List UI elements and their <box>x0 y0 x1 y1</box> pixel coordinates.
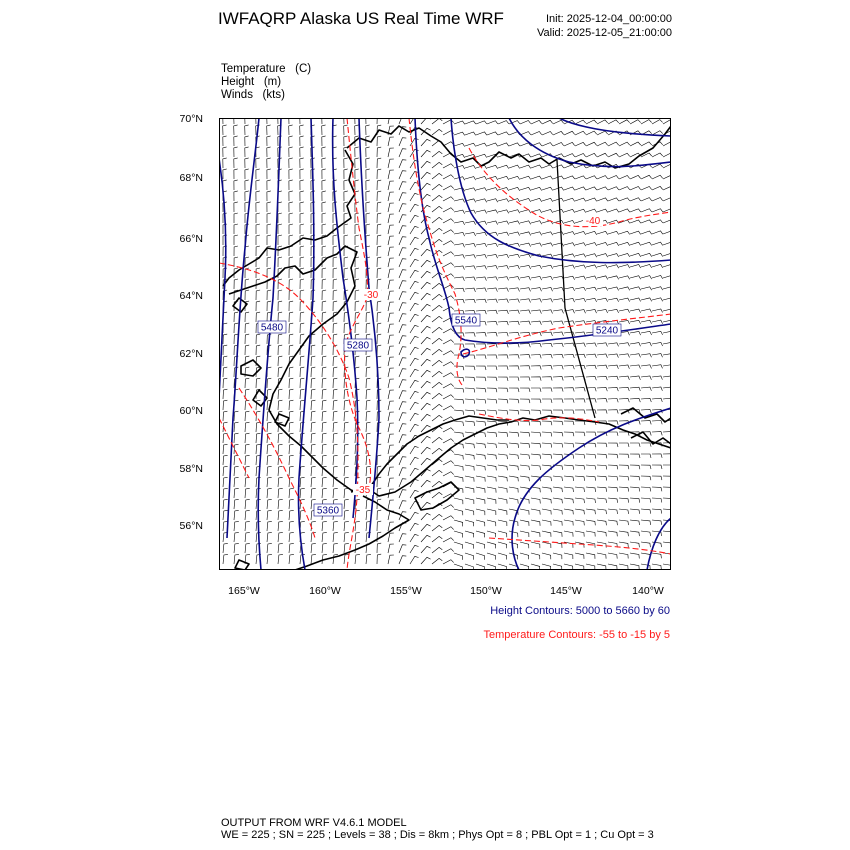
lon-label-145: 145°W <box>550 585 582 597</box>
map-title: IWFAQRP Alaska US Real Time WRF <box>218 9 504 28</box>
lat-label-58: 58°N <box>179 463 203 475</box>
temp-label-minus35 <box>353 484 373 496</box>
valid-time: Valid: 2025-12-05_21:00:00 <box>537 27 672 39</box>
height-label-5540-text: 5540 <box>454 315 478 327</box>
height-label-5280-text: 5280 <box>346 340 370 352</box>
field-temperature-name: Temperature <box>221 63 286 75</box>
field-temperature-unit: (C) <box>295 63 312 75</box>
temp-label-minus35-text: -35 <box>355 485 371 496</box>
field-height-name: Height <box>221 76 255 88</box>
lon-label-160: 160°W <box>309 585 341 597</box>
field-height <box>221 76 281 88</box>
lon-label-150: 150°W <box>470 585 502 597</box>
temperature-contour-note: Temperature Contours: -55 to -15 by 5 <box>483 629 670 641</box>
height-label-5240 <box>593 324 621 337</box>
lat-label-68: 68°N <box>179 172 203 184</box>
map-background <box>219 118 671 570</box>
height-contour-note: Height Contours: 5000 to 5660 by 60 <box>490 605 670 617</box>
init-time: Init: 2025-12-04_00:00:00 <box>546 13 672 25</box>
temp-label-minus30-text: -30 <box>363 290 379 301</box>
lon-label-155: 155°W <box>390 585 422 597</box>
lat-label-66: 66°N <box>179 233 203 245</box>
lat-label-60: 60°N <box>179 405 203 417</box>
temp-label-minus30 <box>361 289 381 301</box>
field-temperature <box>221 63 311 75</box>
weather-map <box>219 118 671 570</box>
height-label-5240-text: 5240 <box>595 325 619 337</box>
height-label-5540 <box>452 314 480 327</box>
lon-label-165: 165°W <box>228 585 260 597</box>
lat-label-64: 64°N <box>179 290 203 302</box>
height-label-5480 <box>258 321 286 334</box>
lat-label-62: 62°N <box>179 348 203 360</box>
temp-label-minus40-text: -40 <box>585 216 601 227</box>
height-label-5480-text: 5480 <box>260 322 284 334</box>
field-height-unit: (m) <box>263 76 282 88</box>
model-info-line1: OUTPUT FROM WRF V4.6.1 MODEL <box>221 817 407 829</box>
height-label-5360 <box>314 504 342 517</box>
lat-label-56: 56°N <box>179 520 203 532</box>
field-winds-name: Winds <box>221 89 253 101</box>
map-panel <box>219 118 671 570</box>
lat-label-70: 70°N <box>179 113 203 125</box>
model-info-line2: WE = 225 ; SN = 225 ; Levels = 38 ; Dis = 8km ; Phys Opt = 8 ; PBL Opt = 1 ; Cu Opt = 3 <box>221 829 654 841</box>
lon-label-140: 140°W <box>632 585 664 597</box>
height-label-5280 <box>344 339 372 352</box>
height-label-5360-text: 5360 <box>316 505 340 517</box>
field-winds-unit: (kts) <box>262 89 285 101</box>
field-winds <box>221 89 285 101</box>
temp-label-minus40 <box>583 215 603 227</box>
